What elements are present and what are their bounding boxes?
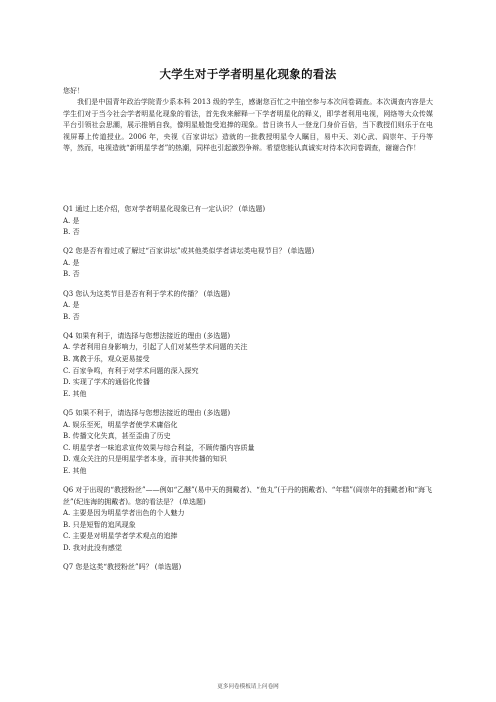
answer-option[interactable]: E. 其他: [63, 466, 87, 475]
answer-option[interactable]: B. 传播文化失真，甚至歪曲了历史: [63, 432, 171, 441]
answer-option[interactable]: C. 百家争鸣，有利于对学术问题的深入探究: [63, 366, 199, 375]
question-block: [63, 289, 433, 324]
question-text: Q4 如果有利于，请选择与您想法接近的理由 (多选题): [63, 331, 231, 340]
question-text: Q7 您是这类“教授粉丝”吗？ (单选题): [63, 563, 182, 572]
greeting-text: 您好！: [63, 87, 84, 95]
answer-option[interactable]: A. 是: [63, 258, 80, 267]
question-block: [63, 204, 433, 239]
question-block: [63, 408, 433, 478]
question-text: Q2 您是否有看过或了解过“百家讲坛”或其他类似学者讲坛类电视节目？ (单选题): [63, 247, 315, 256]
intro-paragraph: 我们是中国青年政治学院青少系本科 2013 级的学生，感谢您百忙之中抽空参与本次问卷调查。本次调查内容是大学生们对于当今社会学者明星化现象的看法，首先我来解释一下学者明星化的释义，即学者利用电视，网络等大众传媒平台引领社会思潮，展示推销自我，像明星般饱受追捧的现象。昔日读书人一登龙门身价百倍，当下教授们则乐于在电视屏幕上传道授业。2006 年，央视《百家讲坛》造就的一批教授明星令人瞩目，易中天、刘心武、阎崇年、于丹等等，然而，电视造就“新明星学者”的热潮，同样也引起激烈争辩。希望您能认真诚实对待本次问卷调查，谢谢合作！: [63, 98, 433, 153]
answer-option[interactable]: B. 否: [63, 270, 80, 279]
answer-option[interactable]: C. 明星学者一味追求宣传效果与综合利益，不顾传播内容质量: [63, 443, 255, 452]
answer-option[interactable]: A. 学者利用自身影响力，引起了人们对某些学术问题的关注: [63, 343, 248, 352]
answer-option[interactable]: B. 寓教于乐，观众更易接受: [63, 355, 150, 364]
question-text: Q3 您认为这类节目是否有利于学术的传播？ (单选题): [63, 289, 231, 298]
question-list: [63, 204, 433, 581]
question-block: [63, 331, 433, 401]
answer-option[interactable]: D. 我对此没有感觉: [63, 543, 122, 552]
answer-option[interactable]: B. 否: [63, 312, 80, 321]
answer-option[interactable]: A. 是: [63, 216, 80, 225]
answer-option[interactable]: B. 只是短暂的追风现象: [63, 520, 136, 529]
question-block: [63, 246, 433, 281]
question-text: Q5 如果不利于，请选择与您想法接近的理由 (多选题): [63, 408, 231, 417]
answer-option[interactable]: D. 观众关注的只是明星学者本身，而非其传播的知识: [63, 455, 227, 464]
question-block: [63, 562, 433, 574]
answer-option[interactable]: A. 娱乐至死，明星学者使学术庸俗化: [63, 420, 178, 429]
answer-option[interactable]: C. 主要是对明星学者学术观点的追捧: [63, 532, 178, 541]
footer-text: 更多问卷模板请上问卷网: [217, 684, 279, 690]
question-text: Q6 对于出现的“教授粉丝”——例如“乙醚”(易中天的拥戴者)、“鱼丸”(于丹的拥戴者)、“年糕”(阎崇年的拥戴者)和“海飞丝”(纪连海的拥戴者)。您的看法是？ (单选题): [63, 485, 433, 506]
answer-option[interactable]: A. 主要是因为明星学者出色的个人魅力: [63, 509, 185, 518]
question-text: Q1 通过上述介绍，您对学者明星化现象已有一定认识？ (单选题): [63, 205, 266, 213]
question-block: [63, 485, 433, 555]
answer-option[interactable]: E. 其他: [63, 389, 87, 398]
answer-option[interactable]: A. 是: [63, 301, 80, 310]
document-title: 大学生对于学者明星化现象的看法: [159, 67, 337, 81]
answer-option[interactable]: D. 实现了学术的通俗化传播: [63, 378, 150, 387]
answer-option[interactable]: B. 否: [63, 228, 80, 237]
